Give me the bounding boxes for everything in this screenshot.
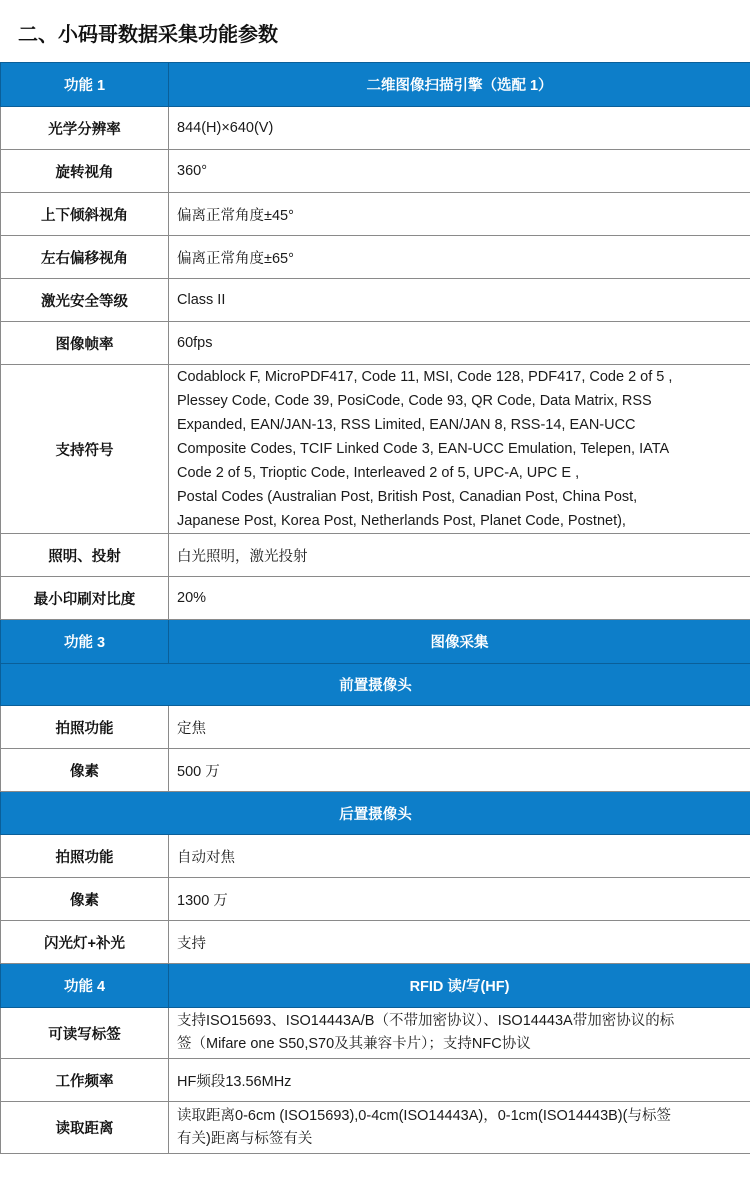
- symbols-row: [1, 365, 750, 534]
- row-value: 偏离正常角度±65°: [169, 236, 750, 279]
- symbols-value: [169, 365, 750, 534]
- section4-header-label: 功能 4: [1, 964, 169, 1008]
- table-row: [1, 921, 750, 964]
- row-label: 照明、投射: [1, 534, 169, 577]
- section1-header-row: [1, 63, 750, 107]
- page-title: 二、小码哥数据采集功能参数: [18, 24, 278, 46]
- row-label: 左右偏移视角: [1, 236, 169, 279]
- section4-header-value: RFID 读/写(HF): [169, 964, 750, 1008]
- rear-camera-title-row: [1, 792, 750, 835]
- spec-table: [0, 62, 750, 1154]
- row-label: 激光安全等级: [1, 279, 169, 322]
- symbols-line: Postal Codes (Australian Post, British Post, Canadian Post, China Post,: [177, 489, 638, 505]
- row-value: 60fps: [169, 322, 750, 365]
- distance-line: 有关)距离与标签有关: [177, 1130, 313, 1147]
- table-row: [1, 322, 750, 365]
- row-value: 844(H)×640(V): [169, 107, 750, 150]
- distance-line: 读取距离0-6cm (ISO15693),0-4cm(ISO14443A)，0-1cm(ISO14443B)(与标签: [177, 1107, 671, 1124]
- row-label: 旋转视角: [1, 150, 169, 193]
- row-value: 定焦: [169, 706, 750, 749]
- row-value: 500 万: [169, 749, 750, 792]
- table-row: [1, 1059, 750, 1102]
- table-row: [1, 534, 750, 577]
- row-value: HF频段13.56MHz: [169, 1059, 750, 1102]
- row-label: 上下倾斜视角: [1, 193, 169, 236]
- tags-line: 支持ISO15693、ISO14443A/B（不带加密协议）、ISO14443A带加密协议的标: [177, 1013, 675, 1029]
- section3-header-row: [1, 620, 750, 664]
- tags-value: [169, 1008, 750, 1059]
- row-label: 像素: [1, 878, 169, 921]
- symbols-label: 支持符号: [1, 365, 169, 534]
- rear-camera-title: 后置摄像头: [1, 792, 750, 835]
- row-value: 偏离正常角度±45°: [169, 193, 750, 236]
- symbols-line: Code 2 of 5, Trioptic Code, Interleaved 2 of 5, UPC-A, UPC E ,: [177, 465, 580, 481]
- section1-header-label: 功能 1: [1, 63, 169, 107]
- table-row: [1, 835, 750, 878]
- symbols-line: Japanese Post, Korea Post, Netherlands Post, Planet Code, Postnet),: [177, 513, 626, 529]
- section4-header-row: [1, 964, 750, 1008]
- table-row: [1, 107, 750, 150]
- row-value: Class II: [169, 279, 750, 322]
- table-row: [1, 878, 750, 921]
- table-row: [1, 1008, 750, 1059]
- section3-header-value: 图像采集: [169, 620, 750, 664]
- table-row: [1, 193, 750, 236]
- row-value: 360°: [169, 150, 750, 193]
- row-label: 可读写标签: [1, 1008, 169, 1059]
- symbols-line: Composite Codes, TCIF Linked Code 3, EAN-UCC Emulation, Telepen, IATA: [177, 441, 670, 457]
- section3-header-label: 功能 3: [1, 620, 169, 664]
- row-label: 光学分辨率: [1, 107, 169, 150]
- table-row: [1, 236, 750, 279]
- row-label: 拍照功能: [1, 706, 169, 749]
- front-camera-title-row: [1, 664, 750, 706]
- row-label: 读取距离: [1, 1102, 169, 1154]
- row-value: 20%: [169, 577, 750, 620]
- symbols-line: Codablock F, MicroPDF417, Code 11, MSI, Code 128, PDF417, Code 2 of 5 ,: [177, 369, 673, 385]
- row-label: 拍照功能: [1, 835, 169, 878]
- symbols-line: Expanded, EAN/JAN-13, RSS Limited, EAN/JAN 8, RSS-14, EAN-UCC: [177, 417, 636, 433]
- section1-header-value: 二维图像扫描引擎（选配 1）: [169, 63, 750, 107]
- row-label: 最小印刷对比度: [1, 577, 169, 620]
- tags-line: 签（Mifare one S50,S70及其兼容卡片）；支持NFC协议: [177, 1036, 531, 1052]
- table-row: [1, 279, 750, 322]
- table-row: [1, 749, 750, 792]
- row-label: 图像帧率: [1, 322, 169, 365]
- symbols-line: Plessey Code, Code 39, PosiCode, Code 93, QR Code, Data Matrix, RSS: [177, 393, 652, 409]
- row-value: 白光照明，激光投射: [169, 534, 750, 577]
- row-value: 支持: [169, 921, 750, 964]
- distance-value: [169, 1102, 750, 1154]
- row-label: 像素: [1, 749, 169, 792]
- row-value: 自动对焦: [169, 835, 750, 878]
- row-label: 闪光灯+补光: [1, 921, 169, 964]
- row-label: 工作频率: [1, 1059, 169, 1102]
- table-row: [1, 150, 750, 193]
- row-value: 1300 万: [169, 878, 750, 921]
- table-row: [1, 1102, 750, 1154]
- table-row: [1, 577, 750, 620]
- front-camera-title: 前置摄像头: [1, 664, 750, 706]
- table-row: [1, 706, 750, 749]
